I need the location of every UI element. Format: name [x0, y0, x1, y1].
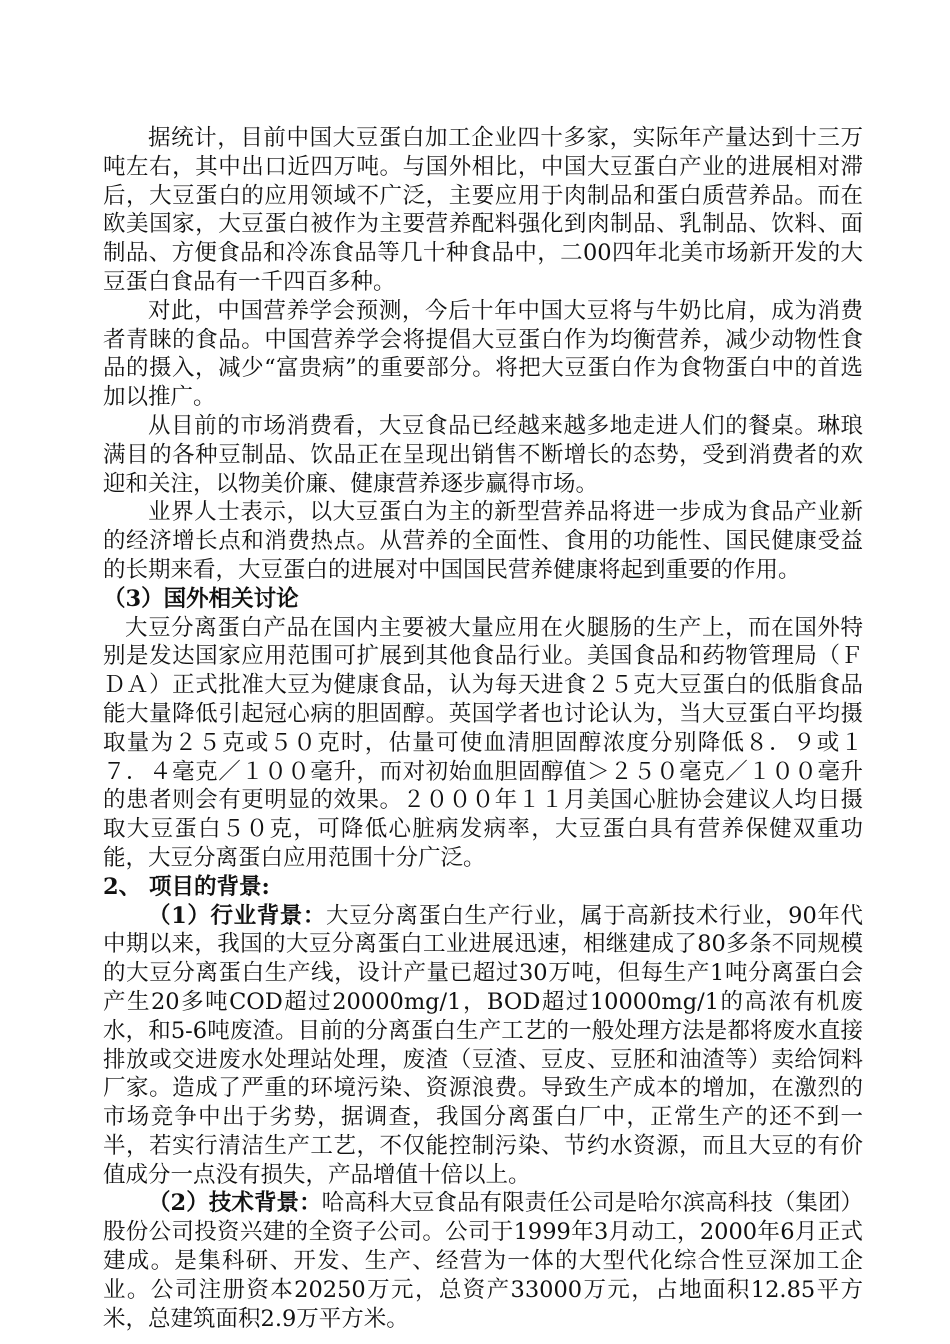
technical-background-label: （2）技术背景：: [148, 1190, 322, 1217]
paragraph-technical-background: [103, 1189, 863, 1333]
heading-project-background: 2、 项目的背景:: [103, 873, 270, 900]
heading-foreign-discussion: （3）国外相关讨论: [103, 585, 299, 612]
paragraph-soy-protein-statistics: 据统计，目前中国大豆蛋白加工企业四十多家，实际年产量达到十三万吨左右，其中出口近四万吨。与国外相比，中国大豆蛋白产业的进展相对滞后，大豆蛋白的应用领域不广泛，主要应用于肉制品和蛋白质营养品。而在欧美国家，大豆蛋白被作为主要营养配料强化到肉制品、乳制品、饮料、面制品、方便食品和冷冻食品等几十种食品中，二00四年北美市场新开发的大豆蛋白食品有一千四百多种。: [103, 125, 863, 295]
industry-background-label: （1）行业背景：: [148, 902, 327, 929]
paragraph-foreign-research: 大豆分离蛋白产品在国内主要被大量应用在火腿肠的生产上，而在国外特别是发达国家应用范围可扩展到其他食品行业。美国食品和药物管理局（ＦＤＡ）正式批准大豆为健康食品，认为每天进食２５克大豆蛋白的低脂食品能大量降低引起冠心病的胆固醇。英国学者也讨论认为，当大豆蛋白平均摄取量为２５克或５０克时，估量可使血清胆固醇浓度分别降低８．９或１７．４毫克／１００毫升，而对初始血胆固醇值＞２５０毫克／１００毫升的患者则会有更明显的效果。２０００年１１月美国心脏协会建议人均日摄取大豆蛋白５０克，可降低心脏病发病率，大豆蛋白具有营养保健双重功能，大豆分离蛋白应用范围十分广泛。: [103, 614, 863, 871]
paragraph-nutrition-society-forecast: 对此，中国营养学会预测，今后十年中国大豆将与牛奶比肩，成为消费者青睐的食品。中国营养学会将提倡大豆蛋白作为均衡营养，减少动物性食品的摄入，减少“富贵病”的重要部分。将把大豆蛋白作为食物蛋白中的首选加以推广。: [103, 297, 863, 411]
industry-background-text: 大豆分离蛋白生产行业，属于高新技术行业，90年代中期以来，我国的大豆分离蛋白工业进展迅速，相继建成了80多条不同规模的大豆分离蛋白生产线，设计产量已超过30万吨，但每生产1吨分离蛋白会产生20多吨COD超过20000mg/1，BOD超过10000mg/1的高浓有机废水，和5-6吨废渣。目前的分离蛋白生产工艺的一般处理方法是都将废水直接排放或交进废水处理站处理，废渣（豆渣、豆皮、豆胚和油渣等）卖给饲料厂家。造成了严重的环境污染、资源浪费。导致生产成本的增加，在激烈的市场竞争中出于劣势，据调查，我国分离蛋白厂中，正常生产的还不到一半，若实行清洁生产工艺，不仅能控制污染、节约水资源，而且大豆的有价值成分一点没有损失，产品增值十倍以上。: [103, 902, 863, 1188]
paragraph-market-consumption: 从目前的市场消费看，大豆食品已经越来越多地走进人们的餐桌。琳琅满目的各种豆制品、饮品正在呈现出销售不断增长的态势，受到消费者的欢迎和关注，以物美价廉、健康营养逐步赢得市场。: [103, 412, 863, 497]
technical-background-text: 哈高科大豆食品有限责任公司是哈尔滨高科技（集团）股份公司投资兴建的全资子公司。公司于1999年3月动工，2000年6月正式建成。是集科研、开发、生产、经营为一体的大型代化综合性豆深加工企业。公司注册资本20250万元，总资产33000万元，占地面积12.85平方米，总建筑面积2.9万平方米。: [103, 1190, 863, 1332]
paragraph-industry-outlook: 业界人士表示，以大豆蛋白为主的新型营养品将进一步成为食品产业新的经济增长点和消费热点。从营养的全面性、食用的功能性、国民健康受益的长期来看，大豆蛋白的进展对中国国民营养健康将起到重要的作用。: [103, 499, 863, 583]
paragraph-industry-background: [103, 902, 863, 1190]
document-body: [103, 124, 863, 1333]
